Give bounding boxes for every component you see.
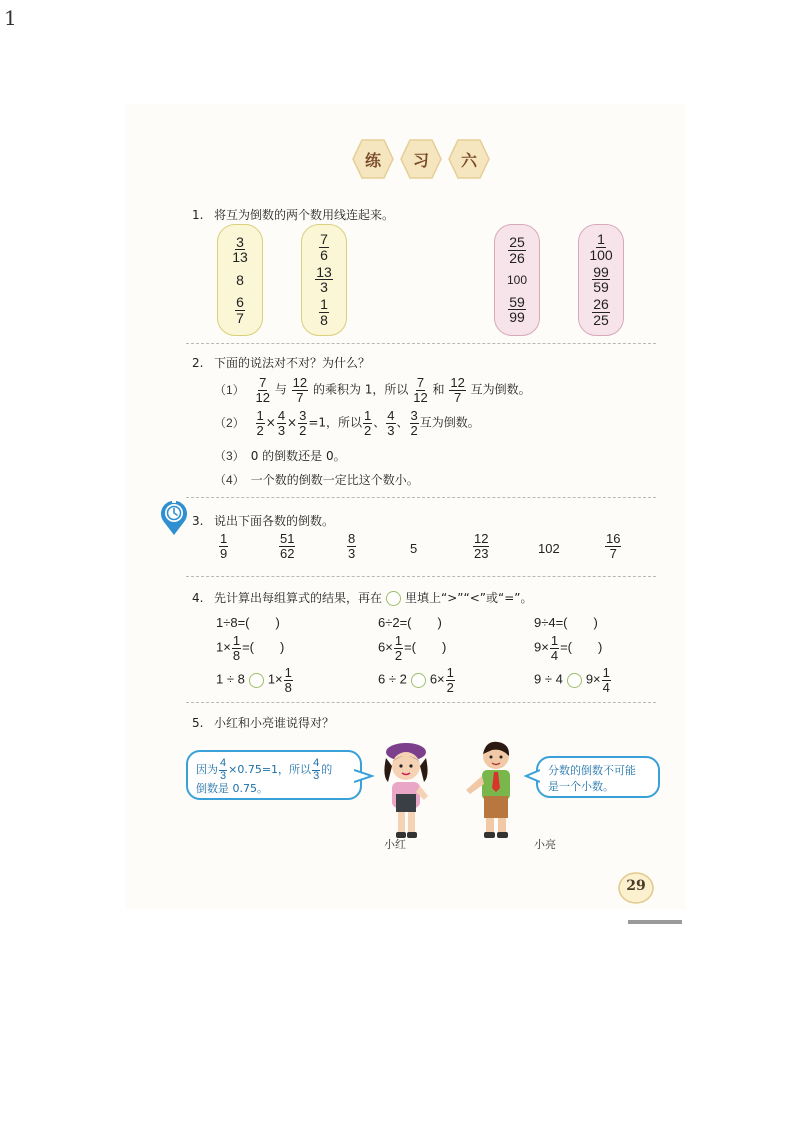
fraction: $\frac{12}{7}$ — [292, 375, 308, 405]
title-hexagon — [448, 138, 490, 180]
fraction: $\frac{13}{3}$ — [316, 263, 332, 296]
question-number: 2. — [192, 356, 204, 370]
number-capsule-1 — [217, 224, 263, 336]
question-number: 3. — [192, 514, 204, 528]
comparison-row: 6 ÷ 2 6× $\frac{1}{2}$ — [378, 665, 454, 695]
fraction: $\frac{12}{7}$ — [450, 375, 465, 405]
question-2 — [192, 354, 370, 371]
fraction: $\frac{4}{3}$ — [313, 757, 320, 782]
statement-2 — [214, 409, 480, 437]
statement-text: 与 — [274, 382, 287, 397]
section-divider — [186, 702, 656, 703]
fraction: $\frac{1}{100}$ — [589, 231, 613, 263]
whole-number: 102 — [538, 541, 560, 556]
comparison-row: 9 ÷ 4 9× $\frac{1}{4}$ — [534, 665, 610, 695]
calc-expression: 9× $\frac{1}{4}$ =( ) — [534, 633, 603, 663]
fraction: $\frac{51}{62}$ — [280, 531, 295, 561]
fraction: $\frac{1}{9}$ — [220, 531, 228, 561]
timer-icon — [158, 496, 190, 536]
statement-4 — [214, 471, 419, 488]
fraction: $\frac{1}{8}$ — [320, 296, 328, 329]
title-char: 练 — [364, 150, 381, 170]
fraction: $\frac{1}{2}$ — [364, 408, 372, 438]
question-text: 说出下面各数的倒数。 — [214, 514, 335, 528]
number-capsule-2 — [301, 224, 347, 336]
compare-circle[interactable] — [249, 673, 264, 688]
question-1 — [192, 206, 394, 223]
calc-expression: 1× $\frac{1}{8}$ =( ) — [216, 633, 285, 663]
question-4 — [192, 589, 532, 606]
separator: 、 — [373, 415, 386, 430]
title-char: 习 — [412, 150, 429, 170]
fraction: $\frac{6}{7}$ — [236, 294, 244, 326]
question-text: 将互为倒数的两个数用线连起来。 — [214, 208, 395, 222]
statement-text: 0 的倒数还是 0。 — [250, 449, 346, 463]
comparison-row: 1 ÷ 8 1× $\frac{1}{8}$ — [216, 665, 292, 695]
fraction: $\frac{99}{59}$ — [593, 263, 609, 296]
fraction: $\frac{3}{2}$ — [410, 408, 418, 438]
fraction: $\frac{7}{12}$ — [255, 375, 270, 405]
fraction: $\frac{1}{8}$ — [232, 633, 241, 663]
fraction: $\frac{4}{3}$ — [220, 757, 227, 782]
girl-illustration — [374, 736, 438, 840]
fraction: $\frac{7}{6}$ — [320, 231, 328, 263]
compare-circle[interactable] — [411, 673, 426, 688]
fraction: $\frac{1}{2}$ — [394, 633, 403, 663]
exercise-title — [352, 138, 490, 182]
statement-text: 和 — [432, 382, 445, 397]
page-number: 29 — [626, 878, 646, 894]
calc-expression: 6÷2=( ) — [378, 615, 442, 630]
bubble-text: 是一个小数。 — [548, 780, 614, 793]
compare-circle — [386, 591, 401, 606]
question-number: 4. — [192, 591, 204, 605]
whole-number: 100 — [506, 273, 528, 287]
corner-page-index: 1 — [4, 6, 17, 30]
question-text: 里填上“>”“<”或“=”。 — [405, 591, 533, 605]
item-label: （4） — [214, 473, 245, 487]
title-char: 六 — [460, 150, 477, 170]
statement-1 — [214, 376, 531, 404]
boy-speech-bubble — [536, 756, 660, 798]
whole-number: 8 — [236, 271, 244, 288]
statement-text: =1，所以 — [308, 415, 363, 430]
bubble-tail — [354, 768, 374, 784]
fraction: $\frac{1}{8}$ — [284, 665, 292, 695]
fraction: $\frac{1}{2}$ — [256, 408, 264, 438]
fraction: $\frac{1}{4}$ — [550, 633, 559, 663]
section-divider — [186, 343, 656, 344]
calc-expression: 1÷8=( ) — [216, 615, 280, 630]
question-text: 小红和小亮谁说得对？ — [214, 716, 335, 730]
calc-expression: 9÷4=( ) — [534, 615, 598, 630]
question-text: 先计算出每组算式的结果，再在 — [214, 591, 383, 605]
fraction: $\frac{12}{23}$ — [474, 531, 489, 561]
page-edge-bar — [628, 920, 682, 924]
girl-name-label: 小红 — [384, 838, 406, 851]
girl-speech-bubble: 因为 $\frac{4}{3}$ ×0.75=1，所以 $\frac{4}{3}$ 的 倒数是 0.75。 — [186, 750, 362, 800]
fraction: $\frac{3}{13}$ — [232, 233, 248, 266]
item-label: （2） — [214, 415, 245, 430]
calc-expression: 6× $\frac{1}{2}$ =( ) — [378, 633, 447, 663]
question-text: 下面的说法对不对？为什么？ — [214, 356, 371, 370]
title-hexagon — [400, 138, 442, 180]
separator: 、 — [396, 415, 409, 430]
section-divider — [186, 497, 656, 498]
statement-text: 的乘积为 1，所以 — [312, 382, 409, 397]
fraction: $\frac{7}{12}$ — [413, 375, 428, 405]
fraction: $\frac{25}{26}$ — [509, 233, 525, 266]
fraction: $\frac{59}{99}$ — [509, 293, 525, 326]
question-number: 5. — [192, 716, 204, 730]
fraction: $\frac{1}{4}$ — [602, 665, 610, 695]
fraction: $\frac{4}{3}$ — [387, 408, 395, 438]
compare-circle[interactable] — [567, 673, 582, 688]
fraction: $\frac{26}{25}$ — [593, 296, 609, 329]
bubble-text: 倒数是 0.75。 — [196, 782, 268, 796]
boy-name-label: 小亮 — [534, 838, 556, 851]
times-sign: × — [265, 415, 276, 430]
section-divider — [186, 576, 656, 577]
item-label: （1） — [214, 382, 245, 397]
number-capsule-3 — [494, 224, 540, 336]
times-sign: × — [287, 415, 298, 430]
fraction: $\frac{8}{3}$ — [348, 531, 356, 561]
fraction: $\frac{3}{2}$ — [299, 408, 307, 438]
bubble-text: 分数的倒数不可能 — [548, 764, 636, 777]
statement-3 — [214, 447, 346, 464]
number-capsule-4 — [578, 224, 624, 336]
item-label: （3） — [214, 449, 245, 463]
fraction: $\frac{4}{3}$ — [277, 408, 286, 438]
question-3 — [192, 512, 334, 529]
statement-text: 一个数的倒数一定比这个数小。 — [250, 473, 419, 487]
fraction: $\frac{16}{7}$ — [606, 531, 621, 561]
question-number: 1. — [192, 208, 204, 222]
fraction: $\frac{1}{2}$ — [446, 665, 454, 695]
boy-illustration — [456, 736, 528, 840]
question-5 — [192, 714, 334, 731]
whole-number: 5 — [410, 541, 418, 556]
title-hexagon — [352, 138, 394, 180]
statement-text: 互为倒数。 — [470, 382, 531, 397]
statement-text: 互为倒数。 — [419, 415, 480, 430]
